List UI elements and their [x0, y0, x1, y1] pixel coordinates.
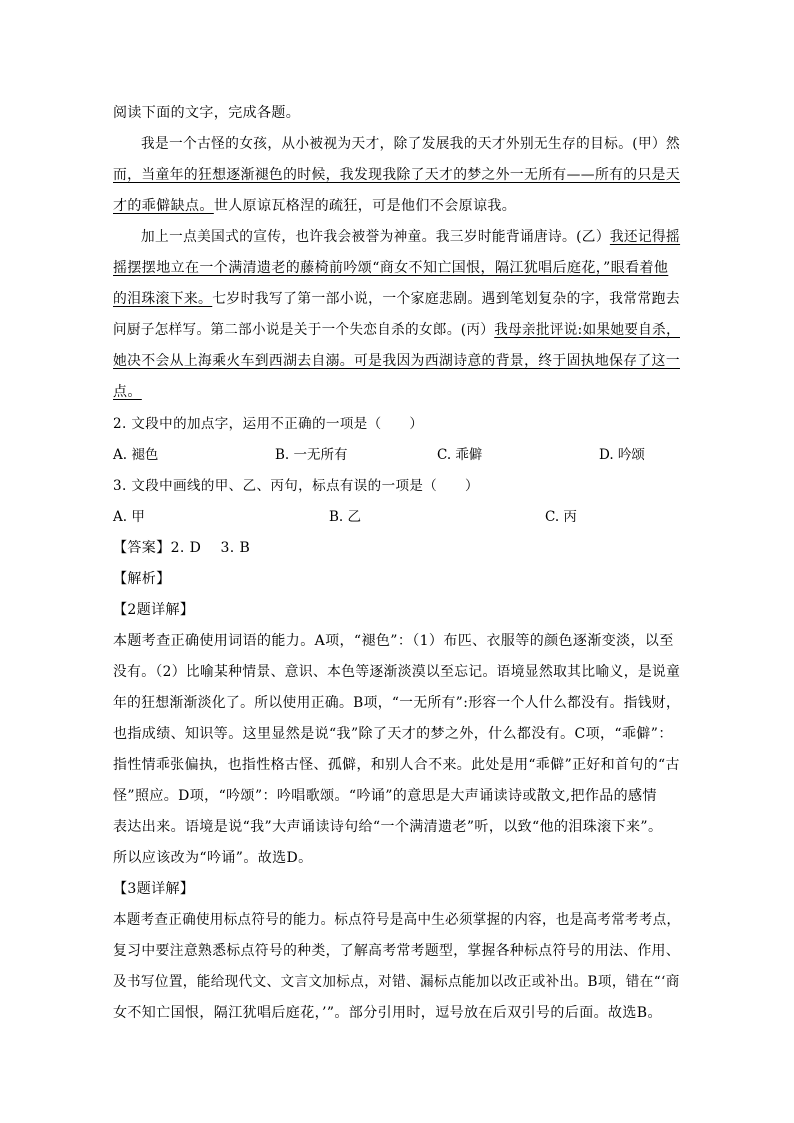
- detail-2-line: 怪”照应。D项，“吟颂”：吟唱歌颂。“吟诵”的意思是大声诵读诗或散文,把作品的感情: [113, 788, 657, 804]
- detail-2-title: 【2题详解】: [113, 602, 195, 618]
- answer-line: 【答案】2. D 3. B: [113, 540, 251, 556]
- passage-p2-line3: [113, 289, 680, 309]
- detail-2-line: 本题考查正确使用词语的能力。A项，“褪色”：（1）布匹、衣服等的颜色逐渐变淡，以至: [113, 633, 674, 649]
- underlined-sentence-bing: 我母亲批评说:如果她要自杀，: [494, 322, 680, 338]
- detail-3-title: 【3题详解】: [113, 881, 195, 897]
- passage-p2-line2: 摇摆摆地立在一个满清遗老的藤椅前吟颂“商女不知亡国恨，隔江犹唱后庭花，”眼看着他: [113, 260, 669, 276]
- passage-p1-line2: 而，当童年的狂想逐渐褪色的时候，我发现我除了天才的梦之外一无所有——所有的只是天: [113, 167, 680, 183]
- underlined-sentence-jia: 才的乖僻缺点。: [113, 198, 214, 214]
- passage-p2-line1: [141, 227, 680, 247]
- detail-3-line: 及书写位置，能给现代文、文言文加标点，对错、漏标点能加以改正或补出。B项，错在“‘商: [113, 974, 680, 990]
- detail-2-line: 所以应该改为“吟诵”。故选D。: [113, 850, 313, 866]
- passage-p2-line5: 她决不会从上海乘火车到西湖去自溺。可是我因为西湖诗意的背景，终于固执地保存了这一: [113, 353, 680, 369]
- question-2-option-d[interactable]: D. 吟颂: [599, 447, 645, 463]
- passage-p1-line3: [113, 196, 516, 216]
- detail-2-line: 年的狂想渐渐淡化了。所以使用正确。B项，“一无所有”:形容一个人什么都没有。指钱财，: [113, 695, 681, 711]
- analysis-label: 【解析】: [113, 571, 171, 587]
- question-2-stem: 2. 文段中的加点字，运用不正确的一项是（ ）: [113, 416, 424, 432]
- detail-2-line: 指性情乖张偏执，也指性格古怪、孤僻，和别人合不来。此处是用“乖僻”正好和首句的“古: [113, 757, 680, 773]
- question-3-option-a[interactable]: A. 甲: [113, 509, 145, 525]
- passage-text: 七岁时我写了第一部小说，一个家庭悲剧。遇到笔划复杂的字，我常常跑去: [212, 291, 681, 307]
- passage-text: 世人原谅瓦格涅的疏狂，可是他们不会原谅我。: [213, 198, 517, 214]
- question-3-option-b[interactable]: B. 乙: [329, 509, 362, 525]
- passage-text: 问厨子怎样写。第二部小说是关于一个失恋自杀的女郎。(丙）: [113, 322, 495, 338]
- intro-instruction: 阅读下面的文字，完成各题。: [113, 105, 301, 121]
- underlined-sentence-yi-end: 的泪珠滚下来。: [113, 291, 213, 307]
- passage-p1-line1: 我是一个古怪的女孩，从小被视为天才，除了发展我的天才外别无生存的目标。(甲）然: [141, 136, 681, 152]
- passage-p2-line6: 点。: [113, 384, 142, 400]
- question-2-option-c[interactable]: C. 乖僻: [437, 447, 483, 463]
- detail-2-line: 没有。（2）比喻某种情景、意识、本色等逐渐淡漠以至忘记。语境显然取其比喻义，是说童: [113, 664, 681, 680]
- question-3-stem: 3. 文段中画线的甲、乙、丙句，标点有误的一项是（ ）: [113, 478, 479, 494]
- detail-3-line: 本题考查正确使用标点符号的能力。标点符号是高中生必须掌握的内容，也是高考常考考点，: [113, 912, 681, 928]
- question-2-option-a[interactable]: A. 褪色: [113, 447, 159, 463]
- question-2-option-b[interactable]: B. 一无所有: [275, 447, 348, 463]
- question-3-option-c[interactable]: C. 丙: [545, 509, 577, 525]
- detail-3-line: 女不知亡国恨，隔江犹唱后庭花，’”。部分引用时，逗号放在后双引号的后面。故选B。: [113, 1005, 662, 1021]
- passage-text: 加上一点美国式的宣传，也许我会被誉为神童。我三岁时能背诵唐诗。(乙）: [141, 229, 610, 245]
- detail-3-line: 复习中要注意熟悉标点符号的种类，了解高考常考题型，掌握各种标点符号的用法、作用、: [113, 943, 680, 959]
- detail-2-line: 表达出来。语境是说“我”大声诵读诗句给“一个满清遗老”听，以致“他的泪珠滚下来”。: [113, 819, 663, 835]
- passage-p2-line4: [113, 320, 680, 340]
- detail-2-line: 也指成绩、知识等。这里显然是说“我”除了天才的梦之外，什么都没有。C项，“乖僻”：: [113, 726, 673, 742]
- underlined-sentence-yi: 我还记得摇: [609, 229, 681, 245]
